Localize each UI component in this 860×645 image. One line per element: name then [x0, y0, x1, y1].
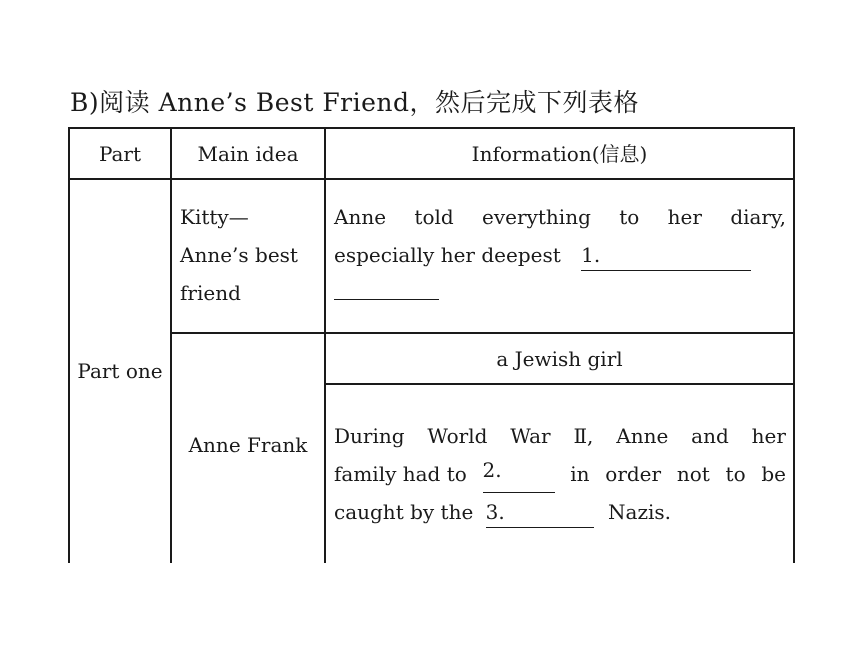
- answer-blank-2[interactable]: [483, 455, 555, 493]
- ww2-info-line-3: [334, 493, 786, 531]
- kitty-info-line-3: [334, 274, 786, 312]
- word: her: [667, 205, 702, 229]
- kitty-main-idea-line-3: [180, 274, 320, 312]
- ww2-info-text: family had to: [334, 462, 467, 486]
- ww2-info-line-2: [334, 455, 786, 493]
- exercise-title: B)阅读 Anne’s Best Friend，然后完成下列表格: [70, 88, 640, 117]
- blank-2-number: 2.: [482, 458, 502, 482]
- header-bottom-border: [68, 178, 795, 180]
- word: be: [761, 462, 786, 486]
- answer-blank-1[interactable]: [581, 240, 751, 271]
- answer-blank-3[interactable]: [486, 497, 594, 528]
- table-right-border: [793, 127, 795, 563]
- kitty-info-text: especially her deepest: [334, 243, 561, 267]
- ww2-information: [334, 417, 786, 531]
- reading-table: [68, 127, 795, 563]
- jewish-girl-info: a Jewish girl: [496, 346, 623, 371]
- kitty-main-idea: [180, 198, 320, 312]
- word: everything: [482, 205, 591, 229]
- ww2-info-line-1: [334, 417, 786, 455]
- annes-best-text: Anne’s best: [180, 243, 298, 267]
- word: War: [510, 424, 551, 448]
- header-information: Information(信息): [471, 141, 648, 166]
- blank-3-number: 3.: [485, 500, 505, 524]
- word: diary,: [730, 205, 786, 229]
- word: to: [619, 205, 640, 229]
- jewish-girl-row-bottom-border: [325, 383, 795, 385]
- word: her: [751, 424, 786, 448]
- kitty-information: [334, 198, 786, 312]
- part-one-label: Part one: [77, 359, 163, 383]
- word: Anne: [334, 205, 387, 229]
- answer-blank-1-continued[interactable]: [334, 299, 439, 300]
- kitty-info-line-1: [334, 198, 786, 236]
- word: told: [414, 205, 454, 229]
- word: in: [570, 462, 590, 486]
- anne-frank-main-idea: Anne Frank: [188, 432, 308, 457]
- kitty-info-line-2: [334, 236, 786, 274]
- word: to: [725, 462, 746, 486]
- ww2-info-text: Nazis.: [608, 500, 671, 524]
- word: World: [427, 424, 488, 448]
- word: not: [676, 462, 710, 486]
- friend-text: friend: [180, 281, 241, 305]
- word: order: [605, 462, 662, 486]
- header-part: Part: [98, 141, 142, 166]
- word: During: [334, 424, 405, 448]
- ww2-info-text: caught by the: [334, 500, 474, 524]
- word: Ⅱ,: [573, 424, 594, 448]
- word: and: [691, 424, 729, 448]
- kitty-text: Kitty—: [180, 205, 249, 229]
- blank-1-number: 1.: [581, 243, 601, 267]
- word: Anne: [616, 424, 669, 448]
- kitty-main-idea-line-1: [180, 198, 320, 236]
- header-main-idea: Main idea: [197, 141, 299, 166]
- kitty-main-idea-line-2: [180, 236, 320, 274]
